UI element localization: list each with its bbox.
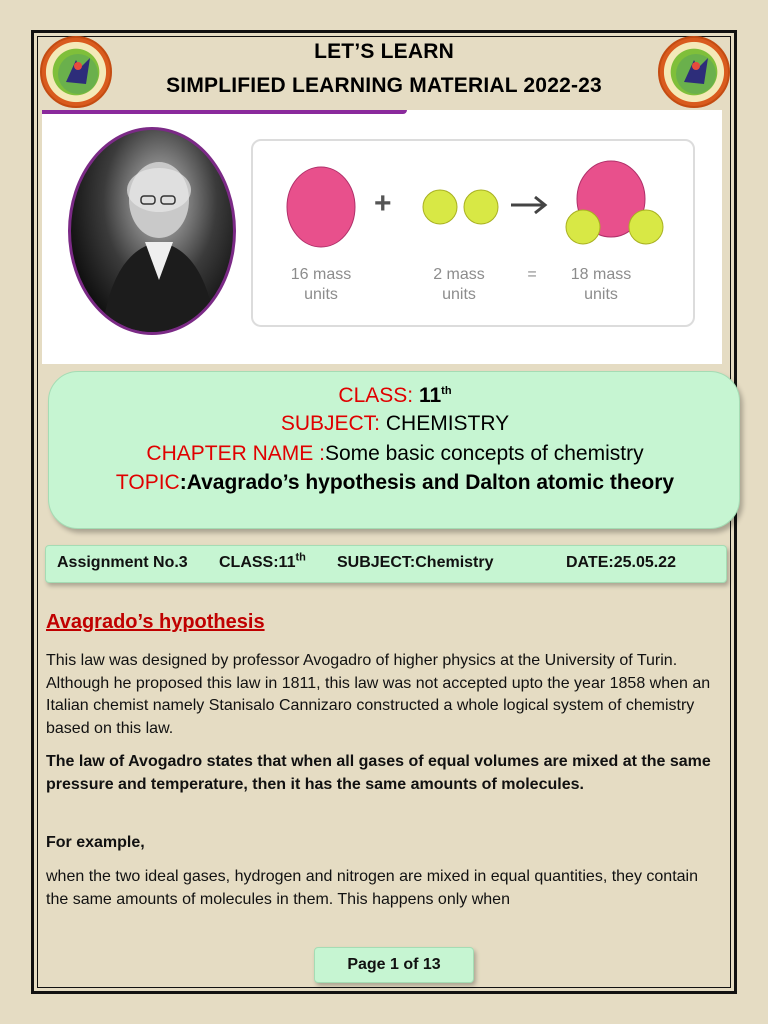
mass-label-2: 2 mass units: [433, 266, 485, 303]
dalton-illustration: [42, 110, 722, 364]
class-info-box: [48, 371, 740, 529]
mass-label-3: 18 mass units: [570, 266, 632, 303]
topic-line: TOPIC:Avagrado’s hypothesis and Dalton atomic theory: [115, 471, 675, 494]
paragraph-example: when the two ideal gases, hydrogen and nitrogen are mixed in equal quantities, they contain the same amounts of molecules in them. This happens only when: [46, 868, 698, 908]
header-subtitle: SIMPLIFIED LEARNING MATERIAL 2022-23: [166, 74, 602, 97]
paragraph-example-label: For example,: [46, 834, 145, 851]
header-title: LET’S LEARN: [314, 40, 454, 63]
assignment-class: CLASS:11th: [219, 551, 306, 571]
mass-equation-panel: [251, 139, 695, 327]
mass-label-1: 16 mass units: [290, 266, 352, 303]
subject-line: SUBJECT: CHEMISTRY: [280, 412, 510, 435]
section-heading: Avagrado’s hypothesis: [46, 611, 265, 633]
class-line: CLASS: 11th: [338, 384, 452, 407]
dalton-portrait-icon: [68, 127, 236, 335]
assignment-subject: SUBJECT:Chemistry: [337, 554, 494, 571]
equals-sign: =: [527, 266, 537, 283]
assignment-number: Assignment No.3: [57, 554, 188, 571]
assignment-bar: [45, 545, 727, 583]
page-number-badge: Page 1 of 13: [314, 947, 474, 983]
chapter-line: CHAPTER NAME :Some basic concepts of chemistry: [146, 442, 644, 465]
assignment-date: DATE:25.05.22: [566, 554, 676, 571]
plus-sign: +: [374, 187, 392, 220]
decorative-strip: [42, 110, 407, 114]
paragraph-intro: This law was designed by professor Avogadro of higher physics at the University of Turin. Although he proposed this law in 1811, this law was not accepted upto the year 1858 when an Italian chemist namely Stanisalo Cannizaro constructed a whole logical system of chemistry based on this law.: [46, 652, 711, 737]
paragraph-law-statement: The law of Avogadro states that when all gases of equal volumes are mixed at the same pressure and temperature, then it has the same amounts of molecules.: [46, 753, 711, 793]
